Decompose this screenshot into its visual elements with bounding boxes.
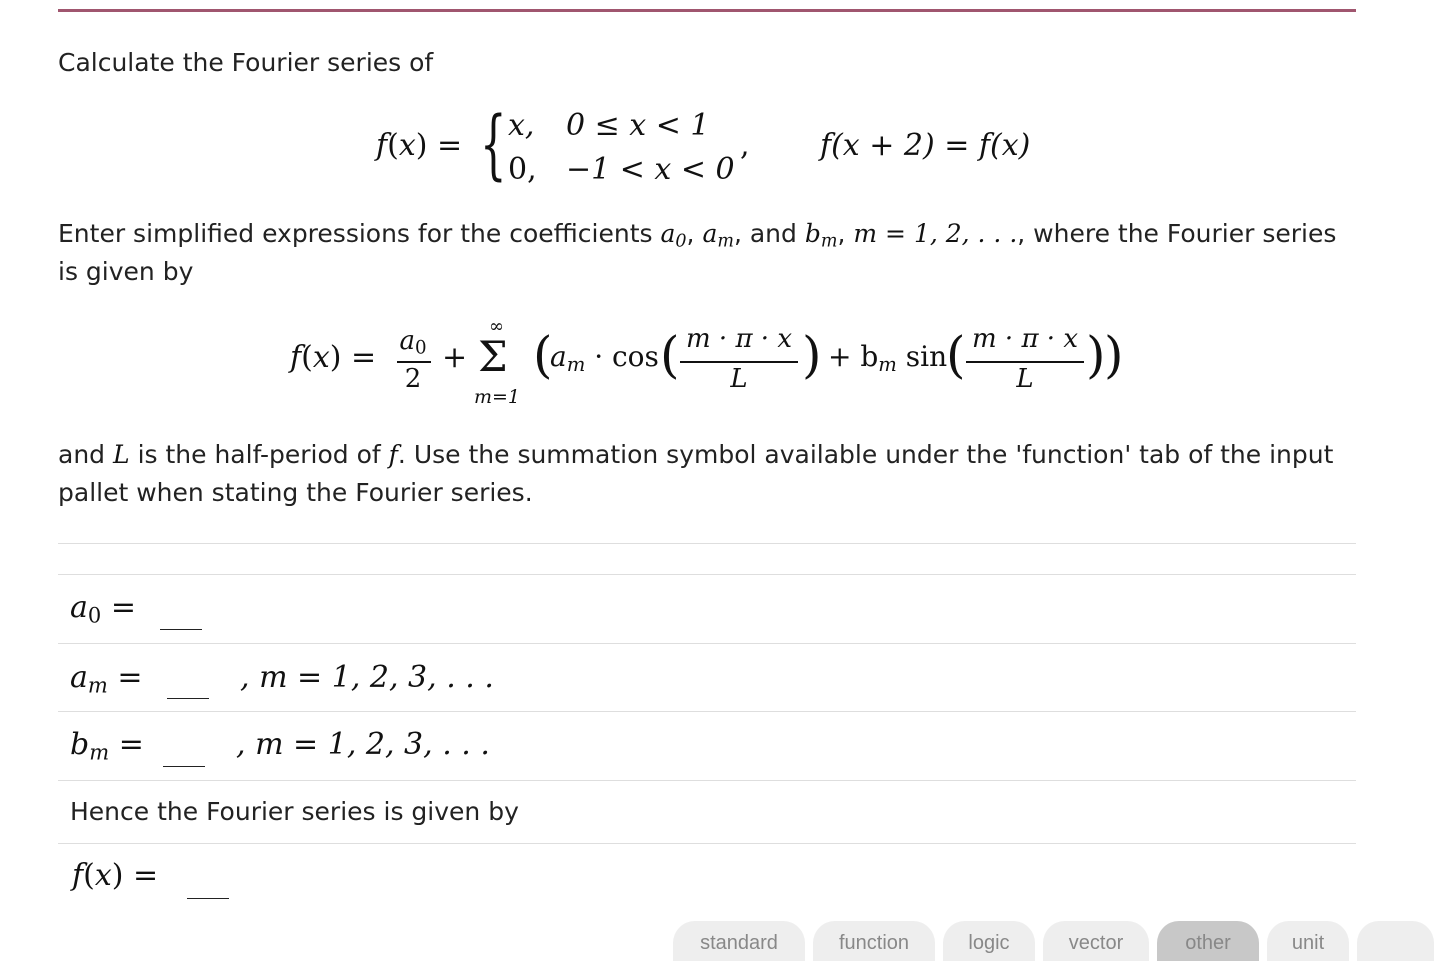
am-m-range: , m = 1, 2, 3, . . .	[240, 660, 494, 695]
top-accent-bar	[58, 9, 1356, 12]
piecewise-lhs: f(x) =	[376, 128, 463, 163]
a0-answer-label: $a_0$ =	[70, 590, 136, 628]
bm-sin-term: + $b_m$ sin	[828, 340, 948, 376]
palette-tab-other[interactable]: other	[1157, 921, 1259, 961]
fx-input[interactable]	[187, 898, 229, 899]
a0-numerator: $a_0$	[399, 326, 427, 359]
a0-fraction-bar	[397, 361, 431, 363]
piecewise-brace: {	[480, 99, 507, 188]
palette-tab-function[interactable]: function	[813, 921, 935, 961]
case2-cond: −1 < x < 0	[566, 152, 735, 187]
a0-input[interactable]	[160, 629, 202, 630]
outer-paren-right: )	[1104, 326, 1124, 384]
a0-denominator: 2	[404, 364, 422, 394]
sin-fraction-bar	[966, 361, 1084, 363]
m-range: m = 1, 2, . . .	[853, 219, 1018, 248]
case1-expr: x,	[508, 108, 535, 143]
instructions-part2: , where the Fourier series	[1017, 219, 1337, 248]
sin-paren-right: )	[1086, 326, 1106, 384]
am-input[interactable]	[167, 698, 209, 699]
bm-symbol: b	[804, 219, 821, 248]
outer-paren-left: (	[533, 326, 553, 384]
hence-text: Hence the Fourier series is given by	[70, 797, 519, 826]
palette-tab-standard[interactable]: standard	[673, 921, 805, 961]
instructions-part1: Enter simplified expressions for the coefficients	[58, 219, 653, 248]
sum-lower-limit: m=1	[474, 386, 521, 408]
periodicity-condition: f(x + 2) = f(x)	[820, 128, 1031, 163]
am-cos-term: $a_m \cdot \cos$	[550, 340, 659, 376]
case2-expr: 0,	[508, 152, 537, 187]
fx-answer-label: f(x) =	[72, 858, 159, 893]
am-subscript: m	[717, 231, 734, 252]
palette-tab-vector[interactable]: vector	[1043, 921, 1149, 961]
piecewise-comma: ,	[740, 128, 750, 163]
sin-numerator: m · π · x	[972, 324, 1078, 354]
row-divider-3	[58, 780, 1356, 781]
am-symbol: a	[702, 219, 718, 248]
bm-subscript: m	[820, 231, 838, 252]
row-divider-2	[58, 711, 1356, 712]
instructions-line-2: is given by	[58, 257, 194, 286]
palette-tab-logic[interactable]: logic	[943, 921, 1035, 961]
row-divider-4	[58, 843, 1356, 844]
palette-tab-extra[interactable]	[1357, 921, 1434, 961]
bm-answer-label: $b_m$ =	[70, 727, 144, 765]
bm-input[interactable]	[163, 766, 205, 767]
am-answer-label: $a_m$ =	[70, 660, 143, 698]
note-line-1: and L is the half-period of f. Use the summation symbol available under the 'function' tab of the input	[58, 440, 1334, 469]
palette-tab-unit[interactable]: unit	[1267, 921, 1349, 961]
cos-numerator: m · π · x	[686, 324, 792, 354]
cos-denominator: L	[730, 364, 748, 394]
intro-text: Calculate the Fourier series of	[58, 48, 434, 77]
row-divider-1	[58, 643, 1356, 644]
row-divider-top	[58, 574, 1356, 575]
a0-symbol: a	[660, 219, 676, 248]
sigma-symbol: Σ	[478, 332, 508, 381]
a0-subscript: 0	[675, 231, 687, 252]
case1-cond: 0 ≤ x < 1	[566, 108, 710, 143]
series-lhs: f(x) =	[290, 340, 377, 375]
cos-paren-right: )	[802, 326, 822, 384]
instructions-and: and	[749, 219, 797, 248]
instructions-line-1: Enter simplified expressions for the coefficients $a_0$, $a_m$, and $b_m$, m = 1, 2, . . ., where the Fourier series	[58, 219, 1337, 252]
bm-m-range: , m = 1, 2, 3, . . .	[236, 727, 490, 762]
cos-paren-left: (	[660, 326, 680, 384]
series-plus: +	[442, 340, 468, 375]
cos-fraction-bar	[680, 361, 798, 363]
section-divider	[58, 543, 1356, 544]
sin-denominator: L	[1016, 364, 1034, 394]
sin-paren-left: (	[946, 326, 966, 384]
note-line-2: pallet when stating the Fourier series.	[58, 478, 533, 507]
sum-upper-limit: ∞	[489, 316, 504, 337]
